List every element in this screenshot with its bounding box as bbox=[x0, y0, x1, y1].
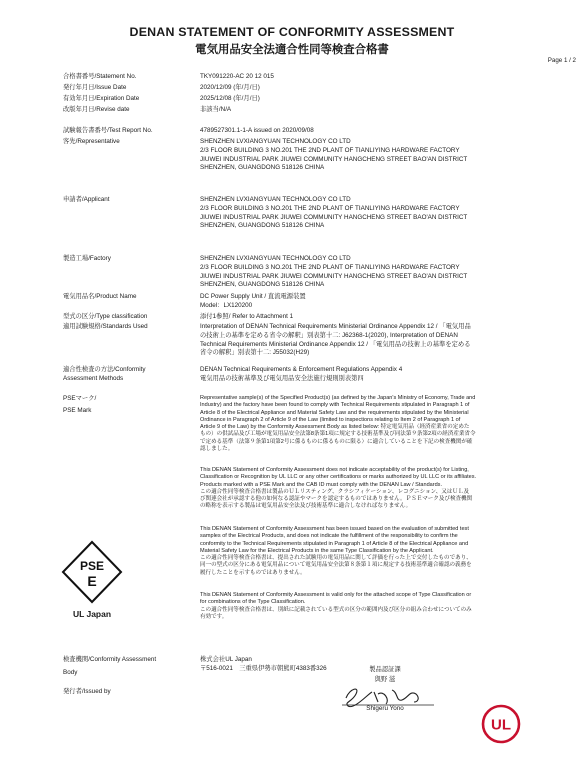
label-line: 適合性検査の方法/Conformity bbox=[63, 366, 146, 373]
text-line: Article 8 of the Electrical Appliance and Material Safety Law and the requirements stipulated by the Ministerial bbox=[200, 409, 469, 416]
address-line: JIUWEI INDUSTRIAL PARK JIUWEI COMMUNITY HANGCHENG STREET BAO'AN DISTRICT bbox=[200, 213, 468, 221]
field-label: 電気用品名/Product Name bbox=[63, 293, 137, 300]
signatory-name: Shigeru Yono bbox=[366, 705, 404, 712]
text-line: Industry) and the factory have been found to comply with Technical Requirements stipulated in Paragraph 1 of bbox=[200, 402, 470, 409]
product-model: Model：LX120200 bbox=[200, 301, 253, 309]
field-label: 型式の区分/Type classification bbox=[63, 313, 148, 320]
text-line: 履行したことを示すものではありません。 bbox=[200, 569, 306, 576]
text-line: この適合性同等検査合格書は製品のＵＬリスティング、クラシフィケーション、レコグニション、又はＵＬ及 bbox=[200, 488, 470, 495]
standards-line: Interpretation of DENAN Technical Requirements Ministerial Ordinance Appendix 12 / 「電気用品 bbox=[200, 323, 471, 330]
page-number: Page 1 / 2 bbox=[547, 57, 576, 64]
address-line: JIUWEI INDUSTRIAL PARK JIUWEI COMMUNITY HANGCHENG STREET BAO'AN DISTRICT bbox=[200, 272, 468, 280]
field-label: 客先/Representative bbox=[63, 138, 120, 145]
pse-text: PSE bbox=[79, 559, 105, 573]
field-value: TKY091220-AC 20 12 015 bbox=[200, 73, 274, 80]
issuer-name-jp: 與野 滋 bbox=[374, 676, 396, 683]
disclaimer-listing bbox=[200, 467, 556, 511]
text-line: この適合性同等検査合格書は、別紙に記載されている型式の区分の範囲内及び区分の組み合わせについてのみ bbox=[200, 606, 472, 613]
methods-line: DENAN Technical Requirements & Enforcement Regulations Appendix 4 bbox=[200, 366, 403, 373]
product-name: DC Power Supply Unit / 直流電源装置 bbox=[200, 293, 306, 300]
text-line: for combinations of the Type Classification. bbox=[200, 599, 306, 606]
text-line: 同一の型式の区分にある電気用品について電気用品安全法第８条第１項に規定する技術基準適合確認の義務を bbox=[200, 562, 472, 569]
field-label: 申請者/Applicant bbox=[63, 196, 110, 203]
label-line: 検査機関/Conformity Assessment bbox=[63, 656, 157, 663]
text-line: び関連会社が承認する他の如何なる認証やマークを認定するものではありません。ＰＳＥマーク及び検査機関 bbox=[200, 496, 473, 502]
text-line: この適合性同等検査合格書は、提出された試験用の電気用品に関して評価を行った上で交付したものであり、 bbox=[200, 555, 472, 561]
address-line: SHENZHEN, GUANGDONG 518126 CHINA bbox=[200, 281, 325, 289]
text-line: Ordinance in Paragraph 2 of Article 9 of the Law (limited to inspections relating to Item 2 of Paragraph 1 of bbox=[200, 416, 461, 423]
pse-diamond-logo bbox=[61, 540, 123, 604]
text-line: This DENAN Statement of Conformity Assessment does not indicate acceptability of the product(s) for Listing, bbox=[200, 467, 469, 473]
field-label: 試験報告書番号/Test Report No. bbox=[63, 127, 153, 134]
address-line: JIUWEI INDUSTRIAL PARK JIUWEI COMMUNITY HANGCHENG STREET BAO'AN DISTRICT bbox=[200, 155, 468, 163]
address-block bbox=[200, 196, 552, 231]
svg-text:E: E bbox=[87, 573, 97, 589]
field-label bbox=[63, 366, 193, 384]
product-value bbox=[200, 293, 552, 311]
address-line: SHENZHEN, GUANGDONG 518126 CHINA bbox=[200, 164, 325, 172]
field-value: 2020/12/09 (年/月/日) bbox=[200, 84, 260, 91]
text-line: This DENAN Statement of Conformity Assessment has been issued based on the evaluation of submitted test bbox=[200, 526, 469, 532]
field-value: 2025/12/08 (年/月/日) bbox=[200, 95, 260, 102]
address-line: SHENZHEN LVXIANGYUAN TECHNOLOGY CO LTD bbox=[200, 255, 351, 262]
address-line: 2/3 FLOOR BUILDING 3 NO.201 THE 2ND PLANT OF TIANLIYING HARDWARE FACTORY bbox=[200, 146, 460, 154]
field-label: 改版年月日/Revise date bbox=[63, 106, 130, 113]
field-value: 4789527301.1-1-A issued on 2020/09/08 bbox=[200, 127, 314, 134]
field-label: 有効年月日/Expiration Date bbox=[63, 95, 140, 102]
text-line: Products marked with a PSE Mark and the CAB ID must comply with the DENAN Law / Standards. bbox=[200, 481, 443, 488]
body-name: 株式会社UL Japan bbox=[200, 656, 252, 663]
issuer-department: 製品認証課 bbox=[369, 666, 401, 673]
field-label: 発行者/Issued by bbox=[63, 688, 111, 695]
title-japanese: 電気用品安全法適合性同等検査合格書 bbox=[195, 44, 389, 56]
label-line: PSEマーク/ bbox=[63, 395, 97, 402]
validity-statement bbox=[200, 592, 556, 621]
pse-statement bbox=[200, 395, 556, 453]
address-line: 2/3 FLOOR BUILDING 3 NO.201 THE 2ND PLANT OF TIANLIYING HARDWARE FACTORY bbox=[200, 263, 460, 271]
text-line: の略称を表示する製品は電気用品安全法及び技術基準に適合しなければなりません。 bbox=[200, 503, 412, 510]
label-line: Body bbox=[63, 668, 78, 676]
standards-value bbox=[200, 323, 552, 358]
address-block bbox=[200, 138, 552, 173]
label-line: PSE Mark bbox=[63, 406, 92, 414]
address-line: SHENZHEN LVXIANGYUAN TECHNOLOGY CO LTD bbox=[200, 196, 351, 203]
text-line: This DENAN Statement of Conformity Assessment is valid only for the attached scope of Type Classification or bbox=[200, 592, 472, 598]
ul-japan-label: UL Japan bbox=[72, 609, 112, 619]
text-line: 有効です。 bbox=[200, 613, 228, 620]
methods-line: 電気用品の技術基準及び電気用品安全法施行規則別表第四 bbox=[200, 374, 364, 382]
field-label: 発行年月日/Issue Date bbox=[63, 84, 127, 91]
field-label: 合格書番号/Statement No. bbox=[63, 73, 137, 80]
text-line: 認しました。 bbox=[200, 445, 234, 452]
standards-line: Technical Requirements Ministerial Ordinance Appendix 12 / 「電気用品の技術上の基準を定める bbox=[200, 340, 471, 348]
standards-line: の技術上の基準を定める省令の解釈」別表第十二: J62368-1(2020), Interpretation of DENAN bbox=[200, 331, 458, 339]
address-block bbox=[200, 255, 552, 290]
field-label: 製造工場/Factory bbox=[63, 255, 111, 262]
field-value: 非該当/N/A bbox=[200, 106, 232, 113]
address-line: 2/3 FLOOR BUILDING 3 NO.201 THE 2ND PLANT OF TIANLIYING HARDWARE FACTORY bbox=[200, 204, 460, 212]
field-label bbox=[63, 656, 193, 678]
standards-line: 省令の解釈」別表第十二: J55032(H29) bbox=[200, 349, 310, 357]
field-label: 適用試験規格/Standards Used bbox=[63, 323, 148, 330]
label-line: Assessment Methods bbox=[63, 374, 124, 382]
ul-logo-icon bbox=[481, 704, 521, 744]
field-label bbox=[63, 395, 193, 416]
text-line: samples of the Electrical Products, and does not indicate the fulfillment of the responsibility to confirm the bbox=[200, 533, 458, 540]
methods-value bbox=[200, 366, 552, 384]
text-line: Classification or Recognition by UL LLC or any other certifications or marks authorized by UL LLC or its affiliates. bbox=[200, 474, 477, 481]
disclaimer-evaluation bbox=[200, 526, 556, 577]
text-line: もの）の供試品及び工場が電気用品安全法第8条第1項に規定する技術基準及び同法第９条第2項の経済産業省令 bbox=[200, 431, 476, 438]
body-address: 〒516-0021 三重県伊勢市朝熊町4383番326 bbox=[200, 664, 327, 672]
title-english: DENAN STATEMENT OF CONFORMITY ASSESSMENT bbox=[129, 25, 455, 39]
field-value: 添付1参照/ Refer to Attachment 1 bbox=[200, 313, 294, 320]
text-line: conformity to the Technical Requirements stipulated in Paragraph 1 of Article 8 of the Electrical Appliance and bbox=[200, 540, 469, 547]
ul-text: UL bbox=[491, 716, 511, 734]
text-line: Representative sample(s) of the Specified Product(s) (as defined by the Japan's Ministry of Economy, Trade and bbox=[200, 395, 476, 401]
text-line: Material Safety Law for the Electrical Products in the same Type Classification by the Applicant. bbox=[200, 547, 434, 554]
text-line: で定める基準（法第９条第1項第2号に係るものに係るものに限る）に適合していることを下記の検査機関が確 bbox=[200, 438, 473, 445]
address-line: SHENZHEN, GUANGDONG 518126 CHINA bbox=[200, 222, 325, 230]
text-line: Article 9 of the Law) by the Conformity Assessment Body as listed below: 特定電気用品（経済産業省の定めた bbox=[200, 424, 470, 430]
address-line: SHENZHEN LVXIANGYUAN TECHNOLOGY CO LTD bbox=[200, 138, 351, 145]
